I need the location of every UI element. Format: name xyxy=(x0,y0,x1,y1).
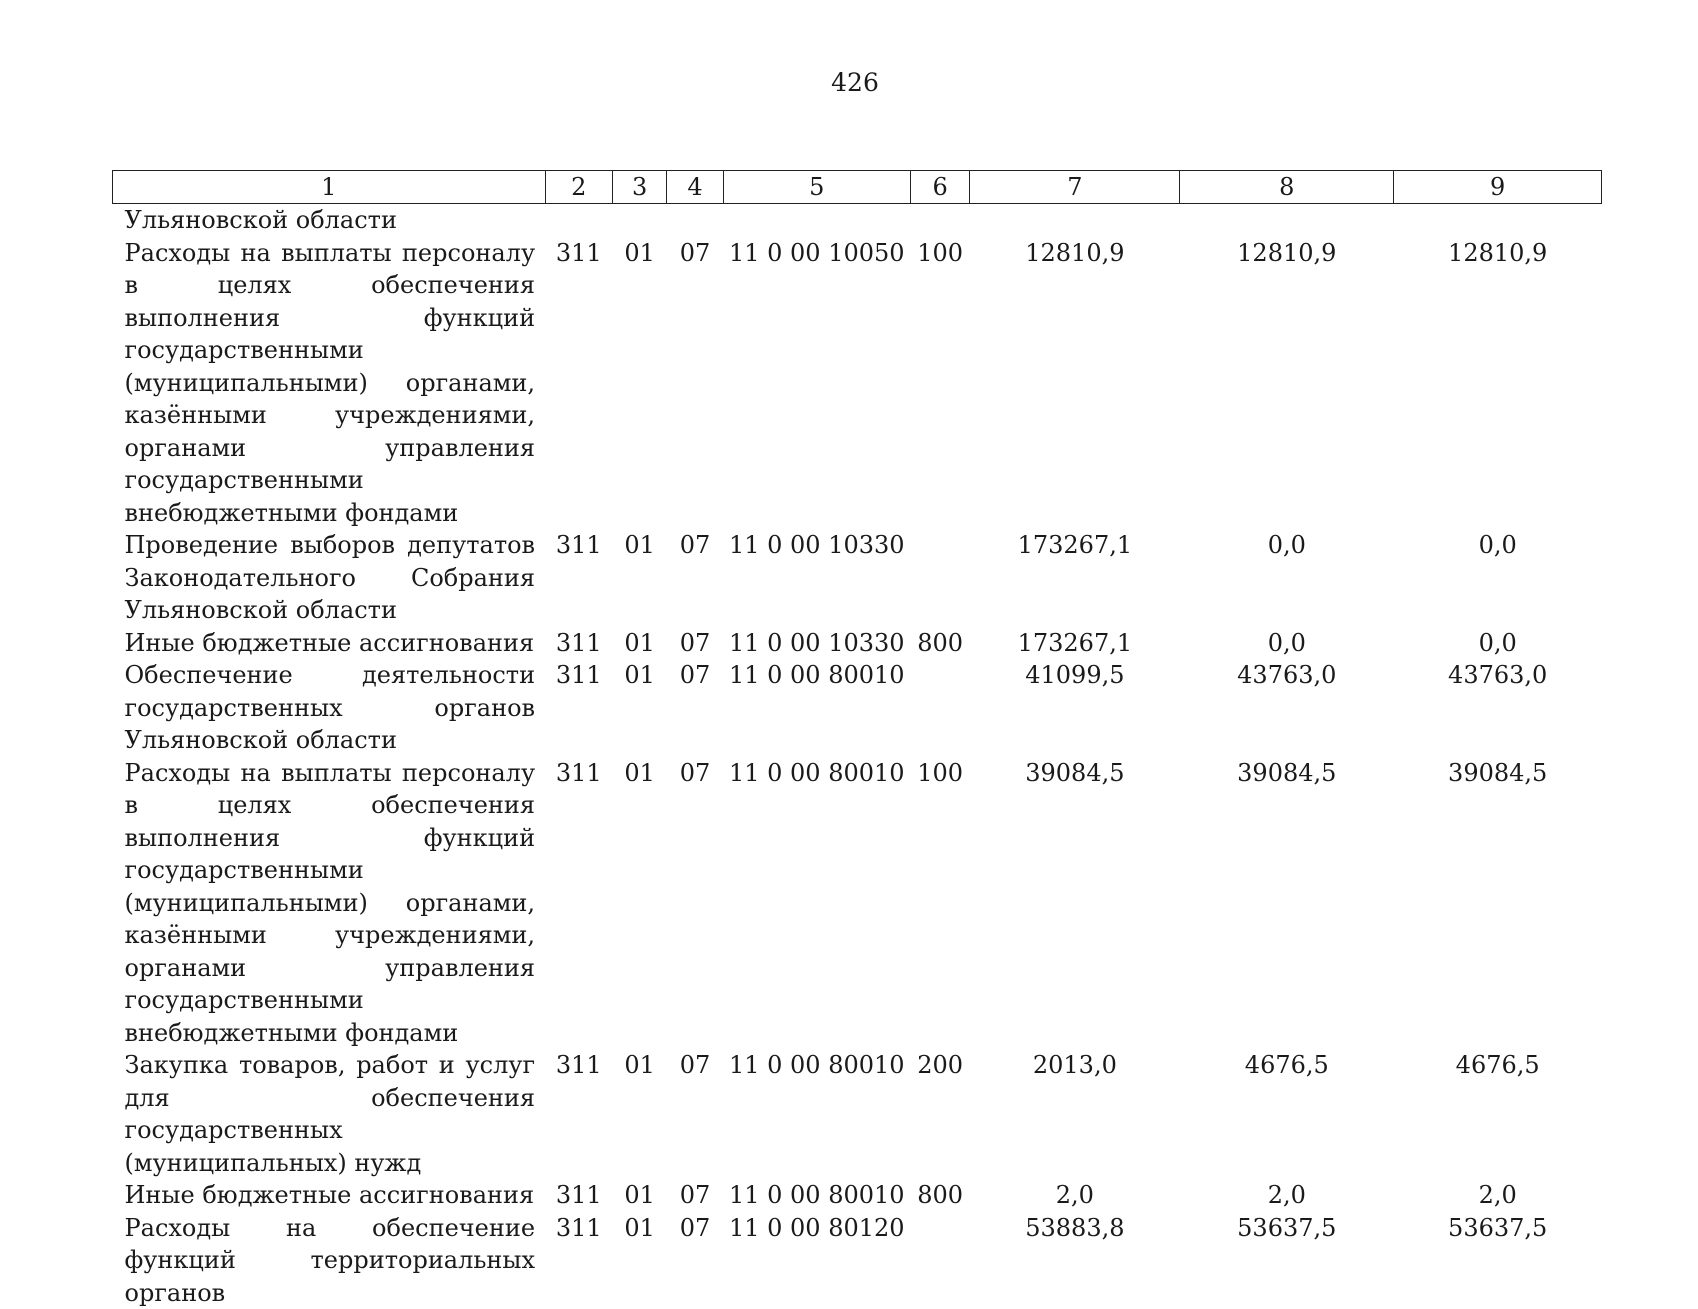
row-cell-c9: 0,0 xyxy=(1394,529,1602,627)
row-cell-c7: 173267,1 xyxy=(970,529,1180,627)
row-cell-c2: 311 xyxy=(545,1049,612,1179)
header-col-2: 2 xyxy=(545,171,612,204)
row-cell-c3: 01 xyxy=(612,1049,666,1179)
row-cell-c6: 100 xyxy=(910,757,970,1050)
row-name: Расходы на выплаты персоналу в целях обеспечения выполнения функций государственными (муниципальными) органами, казёнными учреждениями, органами управления государственными внебюджетными фондами xyxy=(113,757,546,1050)
row-cell-c2: 311 xyxy=(545,237,612,530)
table-body xyxy=(113,204,1602,1309)
row-cell-c5: 11 0 00 80010 xyxy=(723,659,910,757)
row-cell-c4: 07 xyxy=(667,237,724,530)
row-cell-c9: 53637,5 xyxy=(1394,1212,1602,1309)
row-cell-c4: 07 xyxy=(667,659,724,757)
row-cell-c7: 2,0 xyxy=(970,1179,1180,1212)
row-cell-c8: 4676,5 xyxy=(1180,1049,1394,1179)
table-row xyxy=(113,529,1602,627)
row-cell-c3: 01 xyxy=(612,1212,666,1309)
row-cell-c5: 11 0 00 10330 xyxy=(723,529,910,627)
row-cell-c6: 200 xyxy=(910,1049,970,1179)
row-name: Расходы на выплаты персоналу в целях обеспечения выполнения функций государственными (муниципальными) органами, казёнными учреждениями, органами управления государственными внебюджетными фондами xyxy=(113,237,546,530)
table-row xyxy=(113,659,1602,757)
table-row xyxy=(113,1179,1602,1212)
table-header xyxy=(113,171,1602,204)
row-cell-c3: 01 xyxy=(612,659,666,757)
row-cell-c3: 01 xyxy=(612,757,666,1050)
row-cell-c8: 12810,9 xyxy=(1180,237,1394,530)
header-row xyxy=(113,171,1602,204)
row-cell-c7: 53883,8 xyxy=(970,1212,1180,1309)
header-col-4: 4 xyxy=(667,171,724,204)
row-cell-c7: 173267,1 xyxy=(970,627,1180,660)
row-cell-c7: 2013,0 xyxy=(970,1049,1180,1179)
row-cell-c4: 07 xyxy=(667,757,724,1050)
table-row xyxy=(113,237,1602,530)
row-cell-c8: 0,0 xyxy=(1180,627,1394,660)
row-cell-c3: 01 xyxy=(612,529,666,627)
row-name: Иные бюджетные ассигнования xyxy=(113,627,546,660)
row-cell-c5: 11 0 00 10330 xyxy=(723,627,910,660)
row-cell-c6: 100 xyxy=(910,237,970,530)
header-col-6: 6 xyxy=(910,171,970,204)
row-cell-c7: 39084,5 xyxy=(970,757,1180,1050)
page-number: 426 xyxy=(0,68,1698,97)
row-cell-c2: 311 xyxy=(545,1212,612,1309)
row-cell-c2: 311 xyxy=(545,1179,612,1212)
row-cell-c9: 0,0 xyxy=(1394,627,1602,660)
row-cell-c9: 2,0 xyxy=(1394,1179,1602,1212)
row-cell-c8: 0,0 xyxy=(1180,529,1394,627)
row-cell-c6 xyxy=(910,1212,970,1309)
row-cell-c8: 53637,5 xyxy=(1180,1212,1394,1309)
row-cell-c2: 311 xyxy=(545,529,612,627)
row-cell-c9: 12810,9 xyxy=(1394,237,1602,530)
row-cell-c3: 01 xyxy=(612,627,666,660)
row-cell-c5: 11 0 00 80010 xyxy=(723,1179,910,1212)
table-row xyxy=(113,1212,1602,1309)
row-name: Проведение выборов депутатов Законодательного Собрания Ульяновской области xyxy=(113,529,546,627)
row-cell-c6 xyxy=(910,529,970,627)
row-cell-c2: 311 xyxy=(545,757,612,1050)
budget-table xyxy=(112,170,1602,1309)
budget-table-container xyxy=(112,170,1602,1309)
row-cell-c9: 39084,5 xyxy=(1394,757,1602,1050)
row-cell-c6 xyxy=(910,659,970,757)
row-name: Расходы на обеспечение функций территориальных органов xyxy=(113,1212,546,1309)
row-cell-c8: 43763,0 xyxy=(1180,659,1394,757)
table-row xyxy=(113,1049,1602,1179)
row-name: Иные бюджетные ассигнования xyxy=(113,1179,546,1212)
header-col-3: 3 xyxy=(612,171,666,204)
row-cell-c5: 11 0 00 80010 xyxy=(723,757,910,1050)
row-cell-c7: 12810,9 xyxy=(970,237,1180,530)
row-cell-c5: 11 0 00 10050 xyxy=(723,237,910,530)
row-cell-c5: 11 0 00 80010 xyxy=(723,1049,910,1179)
row-cell-c2: 311 xyxy=(545,659,612,757)
table-row xyxy=(113,627,1602,660)
row-cell-c4: 07 xyxy=(667,627,724,660)
row-cell-c6: 800 xyxy=(910,627,970,660)
row-cell-c3: 01 xyxy=(612,237,666,530)
row-cell-c9: 43763,0 xyxy=(1394,659,1602,757)
row-cell-c4: 07 xyxy=(667,1212,724,1309)
row-cell-c7: 41099,5 xyxy=(970,659,1180,757)
row-cell-c4: 07 xyxy=(667,1179,724,1212)
header-col-8: 8 xyxy=(1180,171,1394,204)
continuation-text: Ульяновской области xyxy=(113,204,1602,237)
row-cell-c8: 2,0 xyxy=(1180,1179,1394,1212)
row-cell-c4: 07 xyxy=(667,1049,724,1179)
row-cell-c8: 39084,5 xyxy=(1180,757,1394,1050)
row-cell-c3: 01 xyxy=(612,1179,666,1212)
table-row xyxy=(113,757,1602,1050)
row-cell-c5: 11 0 00 80120 xyxy=(723,1212,910,1309)
row-name: Обеспечение деятельности государственных органов Ульяновской области xyxy=(113,659,546,757)
row-cell-c6: 800 xyxy=(910,1179,970,1212)
row-cell-c2: 311 xyxy=(545,627,612,660)
continuation-row xyxy=(113,204,1602,237)
row-cell-c9: 4676,5 xyxy=(1394,1049,1602,1179)
row-cell-c4: 07 xyxy=(667,529,724,627)
row-name: Закупка товаров, работ и услуг для обеспечения государственных (муниципальных) нужд xyxy=(113,1049,546,1179)
header-col-7: 7 xyxy=(970,171,1180,204)
header-col-5: 5 xyxy=(723,171,910,204)
header-col-1: 1 xyxy=(113,171,546,204)
header-col-9: 9 xyxy=(1394,171,1602,204)
